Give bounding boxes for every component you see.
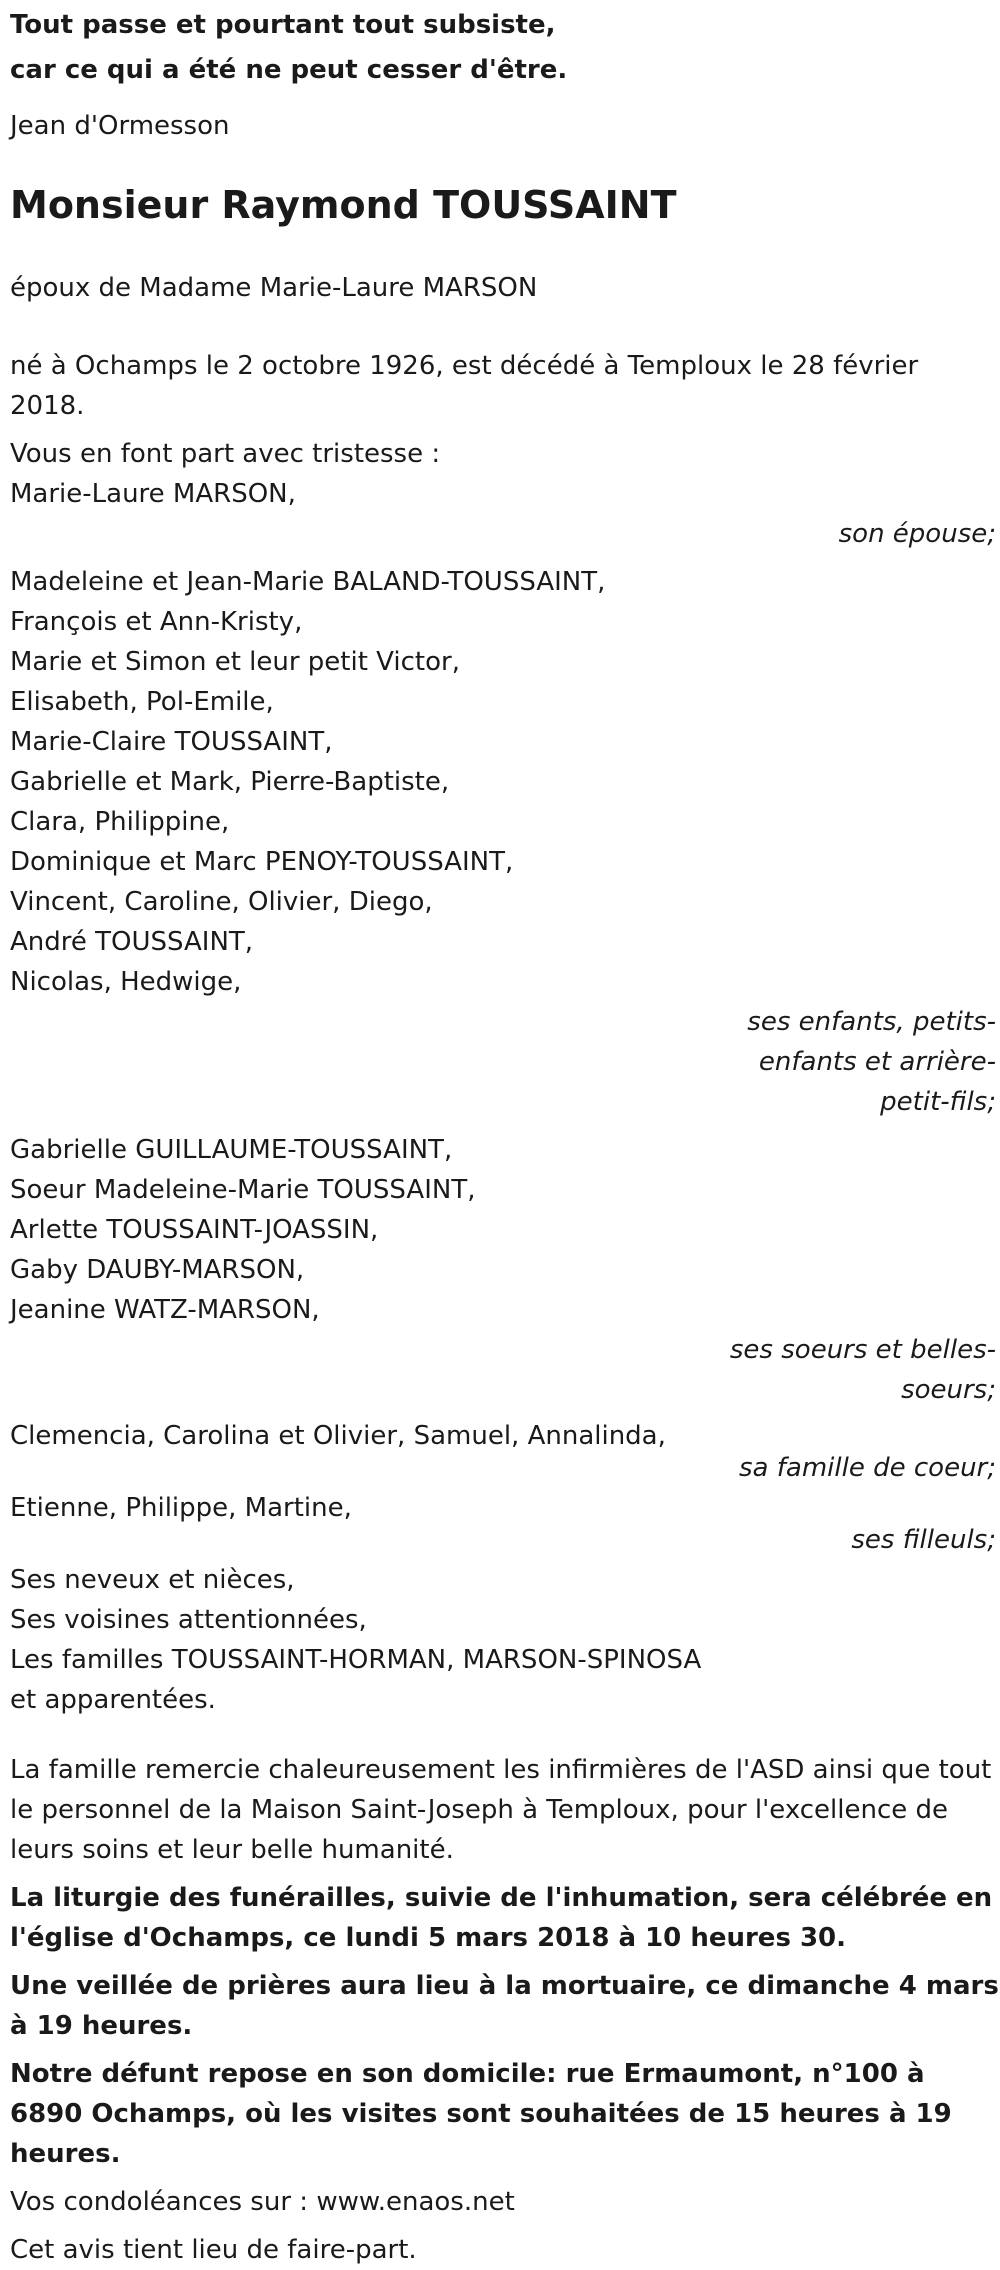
- family-name-line: Soeur Madeleine-Marie TOUSSAINT,: [10, 1175, 476, 1205]
- family-group: [10, 1488, 1000, 1560]
- family-role: sa famille de coeur;: [739, 1453, 996, 1483]
- thanks-paragraph: La famille remercie chaleureusement les infirmières de l'ASD ainsi que tout le personnel de la Maison Saint-Joseph à Temploux, pour l'excellence de leurs soins et leur belle humanité.: [10, 1755, 992, 1865]
- announcement-intro: Vous en font part avec tristesse :: [10, 439, 441, 469]
- family-name-line: Madeleine et Jean-Marie BALAND-TOUSSAINT,: [10, 567, 606, 597]
- rest-location: Notre défunt repose en son domicile: rue Ermaumont, n°100 à 6890 Ochamps, où les visites sont souhaitées de 15 heures à 19 heures.: [10, 2059, 952, 2169]
- opening-quote: [10, 0, 1000, 90]
- family-group: [10, 562, 1000, 1122]
- family-name-line: Gabrielle GUILLAUME-TOUSSAINT,: [10, 1135, 453, 1165]
- relatives-line: Ses neveux et nièces,: [10, 1565, 295, 1595]
- family-role-line: ses soeurs et belles-: [729, 1335, 996, 1365]
- family-role: ses filleuls;: [851, 1525, 996, 1555]
- relatives-line: et apparentées.: [10, 1685, 216, 1715]
- family-name-line: André TOUSSAINT,: [10, 927, 254, 957]
- family-name-line: Marie-Claire TOUSSAINT,: [10, 727, 333, 757]
- family-name-line: Nicolas, Hedwige,: [10, 967, 242, 997]
- family-role-line: soeurs;: [901, 1375, 996, 1405]
- family-name-line: Dominique et Marc PENOY-TOUSSAINT,: [10, 847, 514, 877]
- family-role: son épouse;: [838, 519, 996, 549]
- family-group: [10, 474, 1000, 554]
- family-name-line: Vincent, Caroline, Olivier, Diego,: [10, 887, 433, 917]
- other-relatives: [10, 1560, 1000, 1720]
- family-role: [736, 1002, 1000, 1122]
- quote-author: Jean d'Ormesson: [10, 111, 230, 141]
- spouse-line: époux de Madame Marie-Laure MARSON: [10, 273, 538, 303]
- family-group: [10, 1416, 1000, 1488]
- family-role-line: ses enfants, petits-: [747, 1007, 996, 1037]
- family-group: [10, 1130, 1000, 1410]
- family-role-line: enfants et arrière-: [758, 1047, 996, 1077]
- birth-death-line: né à Ochamps le 2 octobre 1926, est décédé à Temploux le 28 février 2018.: [10, 351, 919, 421]
- family-name-line: Gabrielle et Mark, Pierre-Baptiste,: [10, 767, 450, 797]
- funeral-liturgy: La liturgie des funérailles, suivie de l'inhumation, sera célébrée en l'église d'Ochamps, ce lundi 5 mars 2018 à 10 heures 30.: [10, 1883, 993, 1953]
- family-name-line: Marie et Simon et leur petit Victor,: [10, 647, 460, 677]
- quote-line-1: Tout passe et pourtant tout subsiste,: [10, 10, 556, 40]
- relatives-line: Ses voisines attentionnées,: [10, 1605, 367, 1635]
- notice-line: Cet avis tient lieu de faire-part.: [10, 2235, 417, 2265]
- family-name-line: Arlette TOUSSAINT-JOASSIN,: [10, 1215, 379, 1245]
- family-name-line: Clara, Philippine,: [10, 807, 230, 837]
- family-name-line: Marie-Laure MARSON,: [10, 479, 296, 509]
- family-name-line: François et Ann-Kristy,: [10, 607, 303, 637]
- family-name-line: Elisabeth, Pol-Emile,: [10, 687, 274, 717]
- condolences-line: Vos condoléances sur : www.enaos.net: [10, 2187, 515, 2217]
- quote-line-2: car ce qui a été ne peut cesser d'être.: [10, 55, 568, 85]
- deceased-name: Monsieur Raymond TOUSSAINT: [10, 183, 677, 227]
- family-role: [716, 1330, 1000, 1410]
- family-name-line: Clemencia, Carolina et Olivier, Samuel, Annalinda,: [10, 1421, 666, 1451]
- family-name-line: Jeanine WATZ-MARSON,: [10, 1295, 320, 1325]
- family-name-line: Gaby DAUBY-MARSON,: [10, 1255, 305, 1285]
- relatives-line: Les familles TOUSSAINT-HORMAN, MARSON-SPINOSA: [10, 1645, 702, 1675]
- vigil-info: Une veillée de prières aura lieu à la mortuaire, ce dimanche 4 mars à 19 heures.: [10, 1971, 999, 2041]
- family-name-line: Etienne, Philippe, Martine,: [10, 1493, 352, 1523]
- family-role-line: petit-fils;: [880, 1087, 996, 1117]
